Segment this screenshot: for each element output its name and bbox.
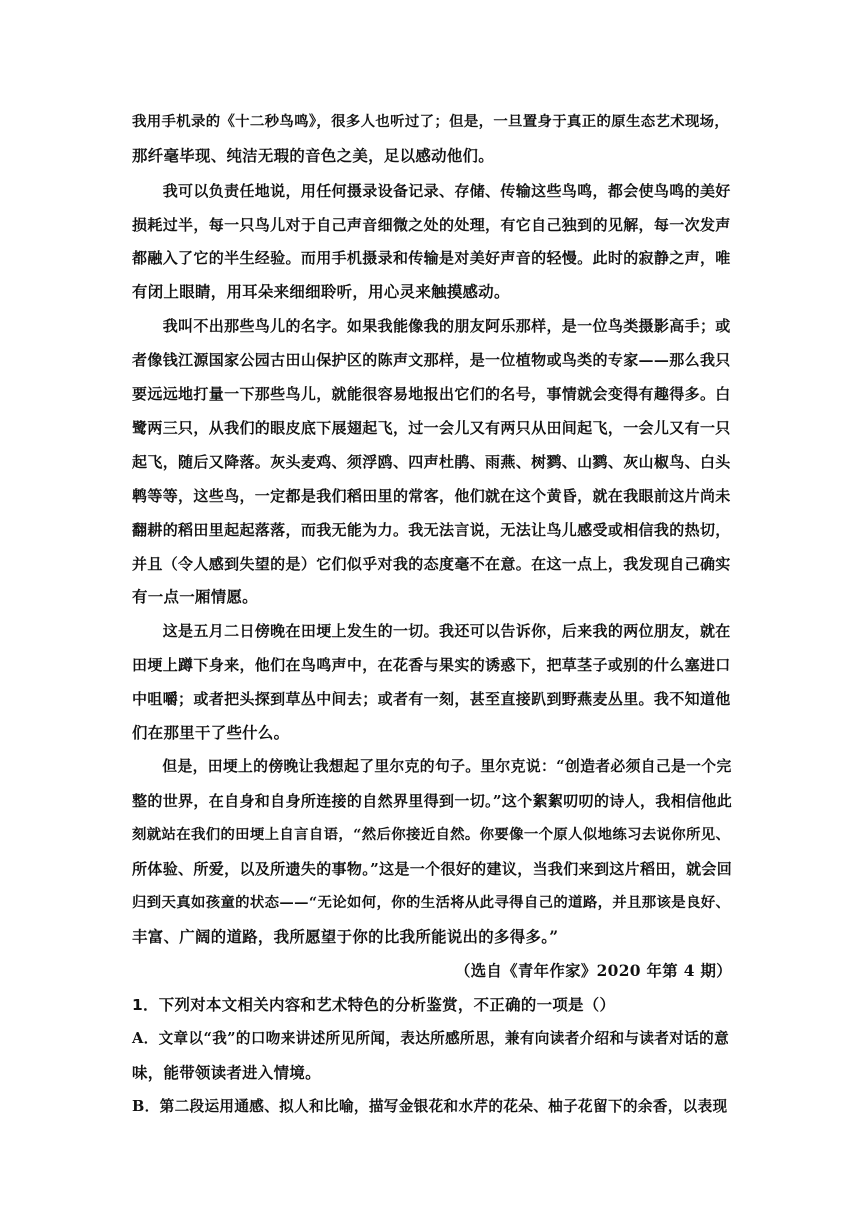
text-line: 田埂上蹲下身来，他们在鸟鸣声中，在花香与果实的诱惑下，把草茎子或别的什么塞进口 (132, 656, 731, 674)
text-line: 但是，田埂上的傍晚让我想起了里尔克的句子。里尔克说：“创造者必须自己是一个完 (132, 758, 732, 775)
text-line: 这是五月二日傍晚在田埂上发生的一切。我还可以告诉你，后来我的两位朋友，就在 (132, 622, 731, 640)
text-line: 中咀嚼；或者把头探到草丛中间去；或者有一刻，甚至直接趴到野燕麦丛里。我不知道他 (132, 690, 731, 708)
text-line: 者像钱江源国家公园古田山保护区的陈声文那样，是一位植物或鸟类的专家——那么我只 (132, 351, 731, 369)
source-citation: （选自《青年作家》2020 年第 4 期） (454, 962, 732, 980)
text-line: 有一点一厢情愿。 (132, 588, 258, 606)
text-line: 我叫不出那些鸟儿的名字。如果我能像我的朋友阿乐那样，是一位鸟类摄影高手；或 (132, 317, 731, 335)
text-line: 们在那里干了些什么。 (132, 724, 290, 742)
text-line: 所体验、所爱，以及所遗失的事物。”这是一个很好的建议，当我们来到这片稻田，就会回 (132, 860, 733, 878)
option-a-continued: 味，能带领读者进入情境。 (132, 1064, 321, 1082)
text-line: 鹭两三只，从我们的眼皮底下展翅起飞，过一会儿又有两只从田间起飞，一会儿又有一只 (132, 419, 731, 437)
text-line: 损耗过半，每一只鸟儿对于自己声音细微之处的处理，有它自己独到的见解，每一次发声 (132, 216, 731, 234)
text-line: 起飞，随后又降落。灰头麦鸡、须浮鸥、四声杜鹃、雨燕、树鹨、山鹨、灰山椒鸟、白头 (132, 453, 731, 471)
text-line: 要远远地打量一下那些鸟儿，就能很容易地报出它们的名号，事情就会变得有趣得多。白 (132, 385, 731, 403)
text-line: 整的世界，在自身和自身所连接的自然界里得到一切。”这个絮絮叨叨的诗人，我相信他此 (132, 792, 733, 810)
text-line: 归到天真如孩童的状态——“无论如何，你的生活将从此寻得自己的道路，并且那该是良好、 (132, 894, 731, 911)
option-b: B．第二段运用通感、拟人和比喻，描写金银花和水芹的花朵、柚子花留下的余香，以表现 (132, 1098, 728, 1115)
text-line: 都融入了它的半生经验。而用手机摄录和传输是对美好声音的轻慢。此时的寂静之声，唯 (132, 249, 731, 267)
text-line: 丰富、广阔的道路，我所愿望于你的比我所能说出的多得多。” (132, 928, 559, 946)
question-stem: 1．下列对本文相关内容和艺术特色的分析鉴赏，不正确的一项是（） (132, 996, 616, 1014)
text-line: 翻耕的稻田里起起落落，而我无能为力。我无法言说，无法让鸟儿感受或相信我的热切， (132, 521, 731, 539)
text-line: 那纤毫毕现、纯洁无瑕的音色之美，足以感动他们。 (132, 147, 495, 165)
text-line: 并且（令人感到失望的是）它们似乎对我的态度毫不在意。在这一点上，我发现自己确实 (132, 555, 731, 573)
text-line: 刻就站在我们的田埂上自言自语，“然后你接近自然。你要像一个原人似地练习去说你所见、 (132, 826, 731, 843)
option-a: A．文章以“我”的口吻来讲述所见所闻，表达所感所思，兼有向读者介绍和与读者对话的意 (132, 1030, 730, 1047)
text-line: 鹎等等，这些鸟，一定都是我们稻田里的常客，他们就在这个黄昏，就在我眼前这片尚未 (132, 487, 731, 505)
text-line: 我可以负责任地说，用任何摄录设备记录、存储、传输这些鸟鸣，都会使鸟鸣的美好 (132, 182, 731, 200)
text-line: 我用手机录的《十二秒鸟鸣》，很多人也听过了；但是，一旦置身于真正的原生态艺术现场， (132, 113, 730, 130)
text-line: 有闭上眼睛，用耳朵来细细聆听，用心灵来触摸感动。 (132, 283, 510, 301)
